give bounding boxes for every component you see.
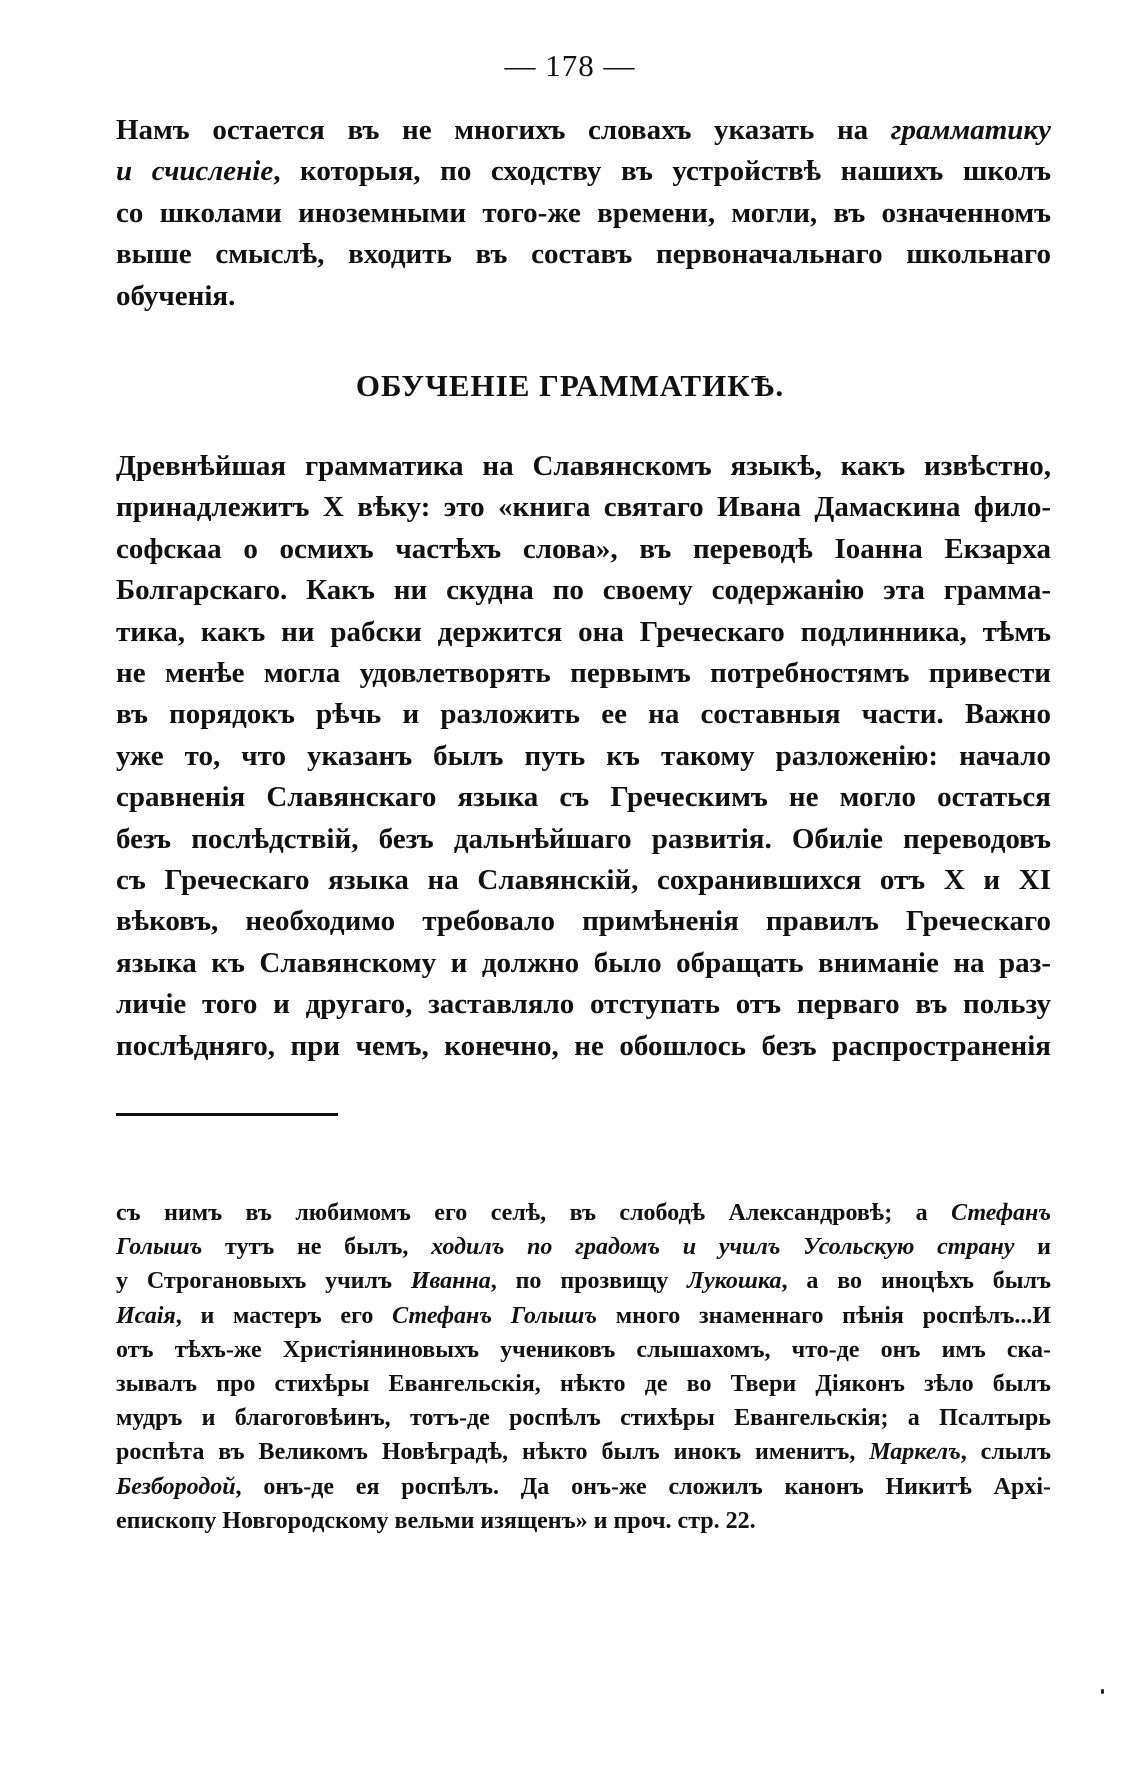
intro-line: со школами иноземными того-же времени, могли, въ означенномъ xyxy=(116,196,1051,229)
intro-line: выше смыслѣ, входить въ составъ первоначальнаго школьнаго xyxy=(116,238,1051,271)
paragraph-line: вѣковъ, необходимо требовало примѣненія правилъ Греческаго xyxy=(116,905,1051,938)
paragraph-line: послѣдняго, при чемъ, конечно, не обошлось безъ распространенія xyxy=(116,1029,1051,1062)
paragraph-line: уже то, что указанъ былъ путь къ такому разложенію: начало xyxy=(116,739,1051,772)
paragraph-line: личіе того и другаго, заставляло отступать отъ перваго въ пользу xyxy=(116,988,1051,1021)
paragraph-line: языка къ Славянскому и должно было обращать вниманіе на раз- xyxy=(116,946,1051,979)
paragraph-line: Древнѣйшая грамматика на Славянскомъ языкѣ, какъ извѣстно, xyxy=(116,450,1051,482)
footnote-line: мудръ и благоговѣинъ, тотъ-де роспѣлъ стихѣры Евангельскія; а Псалтырь xyxy=(116,1405,1051,1432)
intro-line: Намъ остается въ не многихъ словахъ указать на грамматику xyxy=(116,114,1051,146)
page-number: — 178 — xyxy=(504,48,636,83)
paragraph-line: принадлежитъ X вѣку: это «книга святаго Ивана Дамаскина фило- xyxy=(116,491,1051,524)
intro-line: и счисленіе, которыя, по сходству въ устройствѣ нашихъ школъ xyxy=(116,155,1051,188)
footnote-line: роспѣта въ Великомъ Новѣградѣ, нѣкто былъ инокъ именитъ, Маркелъ, слылъ xyxy=(116,1439,1051,1466)
footnote-divider xyxy=(116,1113,338,1116)
footnote-line: отъ тѣхъ-же Христіяниновыхъ учениковъ слышахомъ, что-де онъ имъ ска- xyxy=(116,1336,1051,1363)
paragraph-line: не менѣе могла удовлетворять первымъ потребностямъ привести xyxy=(116,657,1051,690)
paragraph-line: съ Греческаго языка на Славянскій, сохранившихся отъ X и XI xyxy=(116,864,1051,897)
print-speck xyxy=(1101,1689,1104,1694)
paragraph-line: безъ послѣдствій, безъ дальнѣйшаго развитія. Обиліе переводовъ xyxy=(116,822,1051,855)
footnote-line: Исаія, и мастеръ его Стефанъ Голышъ много знаменнаго пѣнія роспѣлъ...И xyxy=(116,1302,1051,1329)
paragraph-line: сравненія Славянскаго языка съ Греческимъ не могло остаться xyxy=(116,781,1051,814)
paragraph-line: тика, какъ ни рабски держится она Греческаго подлинника, тѣмъ xyxy=(116,615,1051,648)
section-heading: ОБУЧЕНІЕ ГРАММАТИКѢ. xyxy=(355,368,785,403)
intro-paragraph xyxy=(116,110,1051,317)
footnote-line: у Строгановыхъ училъ Иванна, по прозвищу Лукошка, а во иноцѣхъ былъ xyxy=(116,1268,1051,1295)
paragraph-line: въ порядокъ рѣчь и разложить ее на составныя части. Важно xyxy=(116,698,1051,731)
footnote-line: съ нимъ въ любимомъ его селѣ, въ слободѣ Александровѣ; а Стефанъ xyxy=(116,1200,1051,1226)
footnote xyxy=(116,1196,1051,1538)
footnote-line: Безбородой, онъ-де ея роспѣлъ. Да онъ-же сложилъ канонъ Никитѣ Архі- xyxy=(116,1473,1051,1500)
footnote-line: зывалъ про стихѣры Евангельскія, нѣкто де во Твери Діяконъ зѣло былъ xyxy=(116,1371,1051,1398)
footnote-line: епископу Новгородскому вельми изященъ» и проч. стр. 22. xyxy=(116,1507,756,1534)
footnote-line: Голышъ тутъ не былъ, ходилъ по градомъ и училъ Усольскую страну и xyxy=(116,1234,1051,1261)
intro-line: обученія. xyxy=(116,279,236,312)
paragraph-line: Болгарскаго. Какъ ни скудна по своему содержанію эта грамма- xyxy=(116,574,1051,607)
paragraph-line: софскаа о осмихъ частѣхъ слова», въ переводѣ Іоанна Екзарха xyxy=(116,532,1051,565)
main-paragraph xyxy=(116,446,1051,1067)
